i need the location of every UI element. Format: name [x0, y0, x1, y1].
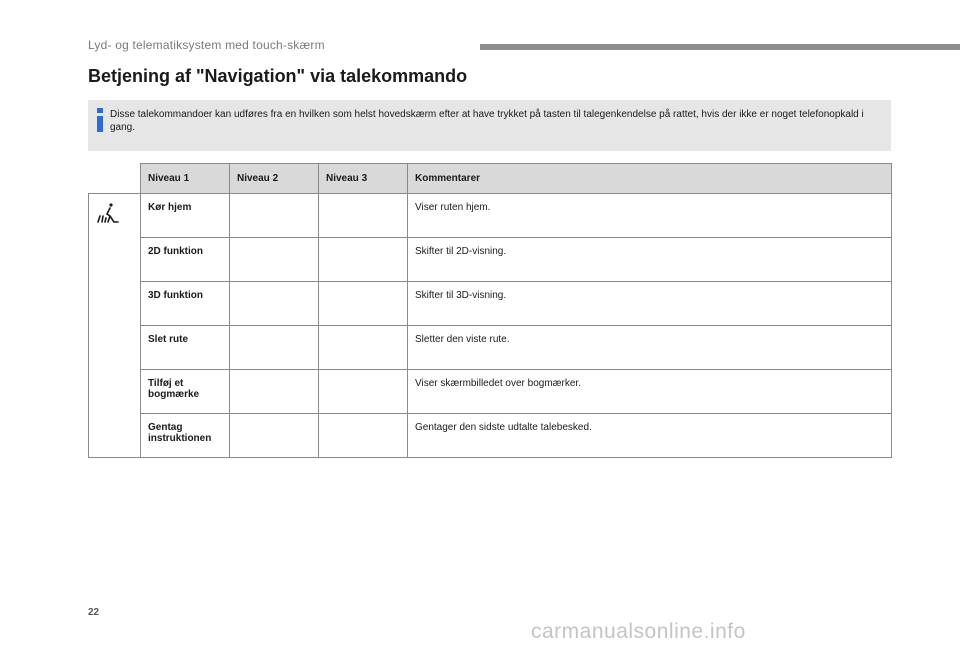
row-comment: Viser ruten hjem. [408, 194, 892, 238]
table-header-row [89, 164, 892, 194]
info-box [88, 100, 891, 151]
row-level-2 [230, 238, 319, 282]
row-level-3 [319, 326, 408, 370]
page-title: Betjening af "Navigation" via talekommando [88, 66, 468, 86]
voice-command-table [88, 163, 892, 458]
row-level-3 [319, 414, 408, 458]
row-level-1: Tilføj et bogmærke [141, 370, 230, 414]
row-comment: Viser skærmbilledet over bogmærker. [408, 370, 892, 414]
watermark: carmanualsonline.info [531, 620, 746, 643]
row-level-1: Gentag instruktionen [141, 414, 230, 458]
table-row [89, 414, 892, 458]
info-text: Disse talekommandoer kan udføres fra en hvilken som helst hovedskærm efter at have trykket på tasten til talegenkendelse på rattet, hvis der ikke er noget telefonopkald i gang. [110, 109, 864, 133]
info-icon [95, 108, 105, 132]
row-level-3 [319, 282, 408, 326]
table-row [89, 370, 892, 414]
row-level-3 [319, 370, 408, 414]
table-row [89, 326, 892, 370]
table-row [89, 282, 892, 326]
header-blank-cell [89, 164, 141, 194]
header-niveau-2: Niveau 2 [230, 164, 319, 194]
row-level-1: 3D funktion [141, 282, 230, 326]
row-level-3 [319, 238, 408, 282]
row-comment: Skifter til 3D-visning. [408, 282, 892, 326]
row-level-2 [230, 414, 319, 458]
row-level-2 [230, 370, 319, 414]
header-bar [480, 44, 960, 50]
header-niveau-1: Niveau 1 [141, 164, 230, 194]
running-header: Lyd- og telematiksystem med touch-skærm [88, 38, 325, 52]
table-row [89, 194, 892, 238]
icon-cell [89, 194, 141, 458]
table-row [89, 238, 892, 282]
header-niveau-3: Niveau 3 [319, 164, 408, 194]
row-level-3 [319, 194, 408, 238]
row-comment: Skifter til 2D-visning. [408, 238, 892, 282]
row-level-1: 2D funktion [141, 238, 230, 282]
page-number: 22 [88, 607, 100, 618]
row-comment: Gentager den sidste udtalte talebesked. [408, 414, 892, 458]
row-level-2 [230, 194, 319, 238]
row-level-2 [230, 282, 319, 326]
row-comment: Sletter den viste rute. [408, 326, 892, 370]
header-kommentarer: Kommentarer [408, 164, 892, 194]
row-level-1: Slet rute [141, 326, 230, 370]
voice-command-icon [96, 202, 122, 226]
row-level-1: Kør hjem [141, 194, 230, 238]
row-level-2 [230, 326, 319, 370]
